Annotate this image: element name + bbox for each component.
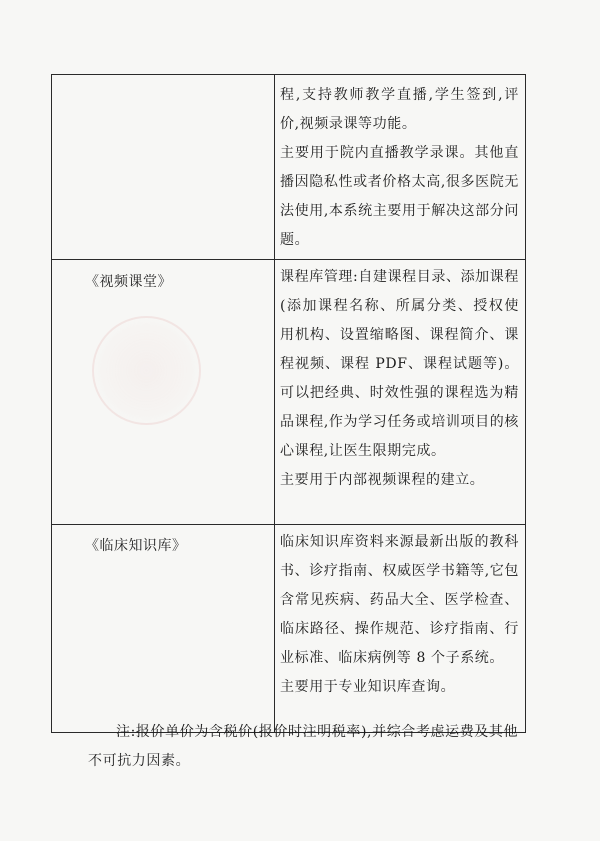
description-paragraph: 主要用于院内直播教学录课。其他直播因隐私性或者价格太高,很多医院无法使用,本系统主要用于解决这部分问题。: [280, 145, 519, 248]
feature-description-cell: [275, 525, 526, 733]
feature-description-cell: [275, 75, 526, 260]
feature-name-cell: [52, 75, 275, 260]
feature-name: 《视频课堂》: [85, 274, 172, 290]
table-row: [52, 525, 526, 733]
faint-seal-stamp: [92, 316, 201, 425]
description-paragraph: 主要用于专业知识库查询。: [280, 679, 456, 695]
feature-name: 《临床知识库》: [85, 538, 187, 554]
footnote: 注:报价单价为含税价(报价时注明税率),并综合考虑运费及其他不可抗力因素。: [88, 724, 519, 769]
feature-description-cell: [275, 260, 526, 525]
description-paragraph: 课程库管理:自建课程目录、添加课程(添加课程名称、所属分类、授权使用机构、设置缩略图、课程简介、课程视频、课程 PDF、课程试题等)。可以把经典、时效性强的课程选为精品课程,作为学习任务或培训项目的核心课程,让医生限期完成。: [280, 269, 519, 459]
feature-name-cell: [52, 525, 275, 733]
description-paragraph: 主要用于内部视频课程的建立。: [280, 472, 485, 488]
table-row: [52, 75, 526, 260]
description-paragraph: 程,支持教师教学直播,学生签到,评价,视频录课等功能。: [280, 87, 519, 132]
description-paragraph: 临床知识库资料来源最新出版的教科书、诊疗指南、权威医学书籍等,它包含常见疾病、药品大全、医学检查、临床路径、操作规范、诊疗指南、行业标准、临床病例等 8 个子系统。: [280, 534, 519, 666]
